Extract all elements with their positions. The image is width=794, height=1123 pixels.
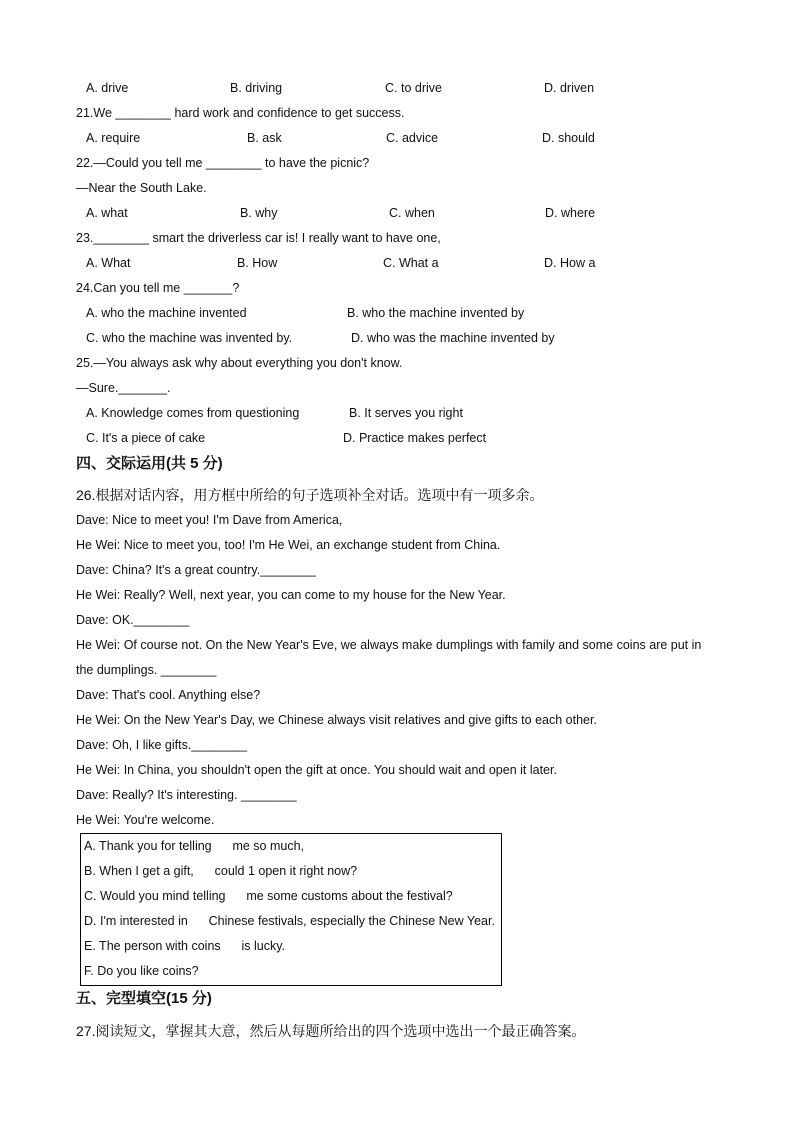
dialogue-line: Dave: OK.________ — [76, 613, 190, 627]
q25-options-row-1 — [0, 401, 794, 426]
question-21 — [0, 101, 794, 151]
section-5 — [0, 986, 794, 1011]
dialogue-line: He Wei: On the New Year's Day, we Chinese always visit relatives and give gifts to each other. — [76, 713, 597, 727]
q21-option-c: C. advice — [386, 131, 439, 145]
q24-stem: 24.Can you tell me _______? — [76, 281, 240, 295]
q23-option-c: C. What a — [383, 256, 439, 270]
question-24 — [0, 276, 794, 351]
q22-option-d: D. where — [545, 206, 596, 220]
q22-option-c: C. when — [389, 206, 435, 220]
q24-options-row-1 — [0, 301, 794, 326]
q24-option-b: B. who the machine invented by — [347, 306, 525, 320]
q21-option-d: D. should — [542, 131, 595, 145]
dialogue-line: Dave: Nice to meet you! I'm Dave from America, — [76, 513, 343, 527]
q22-stem: 22.—Could you tell me ________ to have the picnic? — [76, 156, 370, 170]
q21-stem: 21.We ________ hard work and confidence to get success. — [76, 106, 405, 120]
question-26 — [0, 483, 794, 833]
q25-option-d: D. Practice makes perfect — [343, 431, 487, 445]
question-20 — [0, 76, 794, 101]
q26-choice-e: E. The person with coins is lucky. — [84, 939, 286, 953]
q25-option-c: C. It's a piece of cake — [86, 431, 206, 445]
dialogue-line: He Wei: Nice to meet you, too! I'm He Wei, an exchange student from China. — [76, 538, 501, 552]
q26-choice-f: F. Do you like coins? — [84, 964, 199, 978]
q27-instruction: 27.阅读短文，掌握其大意，然后从每题所给出的四个选项中选出一个最正确答案。 — [76, 1023, 586, 1039]
dialogue-line: Dave: Oh, I like gifts.________ — [76, 738, 247, 752]
q26-choice-b: B. When I get a gift, could 1 open it right now? — [84, 864, 358, 878]
dialogue-line: He Wei: Really? Well, next year, you can come to my house for the New Year. — [76, 588, 506, 602]
q26-choices-box — [80, 833, 502, 986]
dialogue-line: the dumplings. ________ — [76, 663, 217, 677]
dialogue-line: He Wei: You're welcome. — [76, 813, 215, 827]
q20-option-d: D. driven — [544, 81, 595, 95]
question-22 — [0, 151, 794, 226]
q26-dialogue — [0, 508, 794, 833]
dialogue-line: He Wei: In China, you shouldn't open the gift at once. You should wait and open it later. — [76, 763, 557, 777]
question-25 — [0, 351, 794, 451]
q21-option-b: B. ask — [247, 131, 282, 145]
question-23 — [0, 226, 794, 276]
q22-options — [0, 201, 794, 226]
dialogue-line: Dave: China? It's a great country.________ — [76, 563, 316, 577]
q20-option-b: B. driving — [230, 81, 283, 95]
q23-options — [0, 251, 794, 276]
dialogue-line: Dave: Really? It's interesting. ________ — [76, 788, 297, 802]
q25-option-b: B. It serves you right — [349, 406, 463, 420]
q23-option-a: A. What — [86, 256, 131, 270]
q21-options — [0, 126, 794, 151]
dialogue-line: He Wei: Of course not. On the New Year's Eve, we always make dumplings with family and some coins are put in — [76, 638, 702, 652]
q23-option-d: D. How a — [544, 256, 596, 270]
q22-reply: —Near the South Lake. — [76, 181, 207, 195]
q26-choice-d: D. I'm interested in Chinese festivals, especially the Chinese New Year. — [84, 914, 495, 928]
q20-option-a: A. drive — [86, 81, 129, 95]
q24-options-row-2 — [0, 326, 794, 351]
q23-option-b: B. How — [237, 256, 278, 270]
q25-options-row-2 — [0, 426, 794, 451]
q26-choice-c: C. Would you mind telling me some customs about the festival? — [84, 889, 453, 903]
q24-option-c: C. who the machine was invented by. — [86, 331, 293, 345]
q22-option-a: A. what — [86, 206, 128, 220]
q25-reply: —Sure._______. — [76, 381, 171, 395]
section-5-heading: 五、完型填空(15 分) — [76, 990, 212, 1007]
questions-block — [0, 76, 794, 476]
question-27 — [0, 1019, 794, 1044]
q20-option-c: C. to drive — [385, 81, 442, 95]
q20-options — [0, 76, 794, 101]
q21-option-a: A. require — [86, 131, 141, 145]
q25-option-a: A. Knowledge comes from questioning — [86, 406, 300, 420]
q24-option-d: D. who was the machine invented by — [351, 331, 555, 345]
q26-choice-a: A. Thank you for telling me so much, — [84, 839, 305, 853]
q25-stem: 25.—You always ask why about everything you don't know. — [76, 356, 403, 370]
section-4-heading: 四、交际运用(共 5 分) — [76, 455, 223, 472]
dialogue-line: Dave: That's cool. Anything else? — [76, 688, 261, 702]
q24-option-a: A. who the machine invented — [86, 306, 247, 320]
q26-instruction: 26.根据对话内容，用方框中所给的句子选项补全对话。选项中有一项多余。 — [76, 487, 544, 503]
q23-stem: 23.________ smart the driverless car is! I really want to have one, — [76, 231, 441, 245]
q22-option-b: B. why — [240, 206, 278, 220]
